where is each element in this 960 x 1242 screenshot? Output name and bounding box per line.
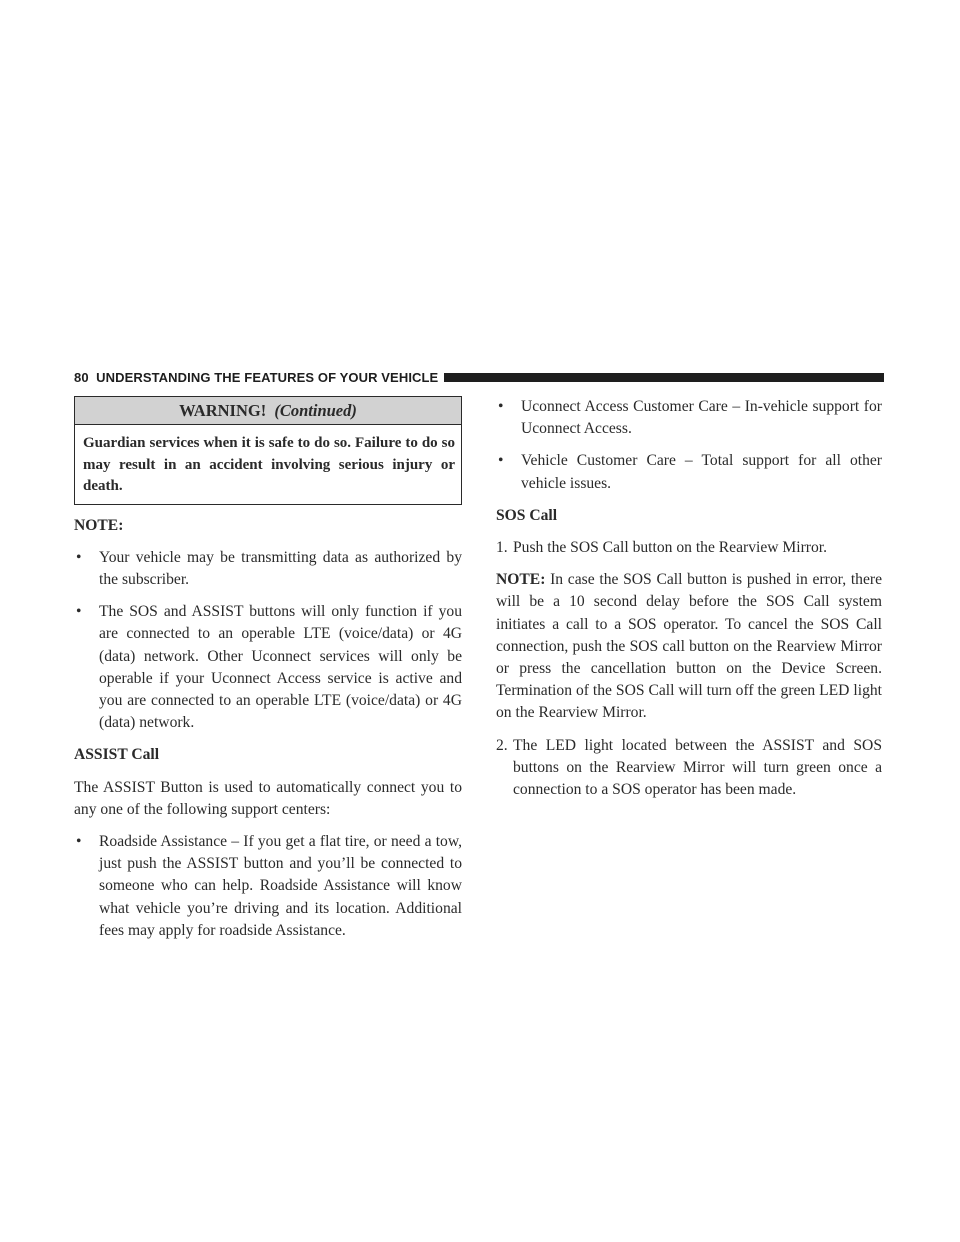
assist-call-heading: ASSIST Call xyxy=(74,746,160,764)
list-item-text: Roadside Assistance – If you get a flat tire, or need a tow, just push the ASSIST button and you’ll be connected to someone who can help. Roadside Assistance will know what vehicle you’re driving and its location. Additional fees may apply for roadside Assistance. xyxy=(99,832,462,939)
bullet-glyph: • xyxy=(498,398,504,415)
warning-header xyxy=(75,397,461,425)
list-item-text: Your vehicle may be transmitting data as authorized by the subscriber. xyxy=(99,548,462,588)
header-rule xyxy=(444,373,884,382)
warning-continued: (Continued) xyxy=(274,401,357,420)
note-label: NOTE: xyxy=(496,571,546,589)
list-item xyxy=(74,601,462,734)
sos-note xyxy=(496,569,882,724)
list-item xyxy=(496,396,882,440)
step-text: Push the SOS Call button on the Rearview Mirror. xyxy=(513,539,828,557)
bullet-glyph: • xyxy=(498,452,504,470)
page-number: 80 xyxy=(74,369,89,385)
note-text: In case the SOS Call button is pushed in error, there will be a 10 second delay before the SOS Call system initiates a call to a SOS operator. To cancel the SOS Call connection, push the SOS call button on the Rearview Mirror or press the cancellation button on the Device Screen. Termination of the SOS Call will turn off the green LED light on the Rearview Mirror. xyxy=(496,571,882,722)
warning-box xyxy=(74,396,462,505)
step-2 xyxy=(496,735,882,802)
warning-text: Guardian services when it is safe to do so. Failure to do so may result in an accident involving serious injury or death. xyxy=(83,435,455,494)
warning-title: WARNING! xyxy=(179,401,267,420)
list-item xyxy=(74,547,462,591)
right-column xyxy=(496,396,882,811)
bullet-glyph: • xyxy=(76,832,82,850)
header-text xyxy=(74,370,444,385)
step-number: 2. xyxy=(496,736,508,754)
step-text xyxy=(513,735,882,802)
bullet-glyph: • xyxy=(76,548,82,566)
note-label: NOTE: xyxy=(74,516,124,534)
page-header xyxy=(74,369,884,385)
sos-call-heading: SOS Call xyxy=(496,506,558,524)
list-item xyxy=(74,831,462,942)
list-item xyxy=(496,450,882,494)
step-number: 1. xyxy=(496,539,508,557)
step-1 xyxy=(496,537,882,559)
list-item-text: Uconnect Access Customer Care – In-vehicle support for Uconnect Access. xyxy=(521,398,882,438)
bullet-glyph: • xyxy=(76,603,82,621)
list-item-text: The SOS and ASSIST buttons will only function if you are connected to an operable LTE (voice/data) or 4G (data) network. Other Uconnect services will only be operable if your Uconnect Access service is active and you are connected to an operable LTE (voice/data) or 4G (data) network. xyxy=(99,603,462,732)
section-title: UNDERSTANDING THE FEATURES OF YOUR VEHICLE xyxy=(96,369,439,385)
list-item-text: Vehicle Customer Care – Total support for all other vehicle issues. xyxy=(521,452,882,492)
left-column xyxy=(74,396,462,952)
step-2-text: The LED light located between the ASSIST and SOS buttons on the Rearview Mirror will turn green once a connection to a SOS operator has been made. xyxy=(513,736,882,799)
assist-intro: The ASSIST Button is used to automatically connect you to any one of the following support centers: xyxy=(74,778,462,818)
